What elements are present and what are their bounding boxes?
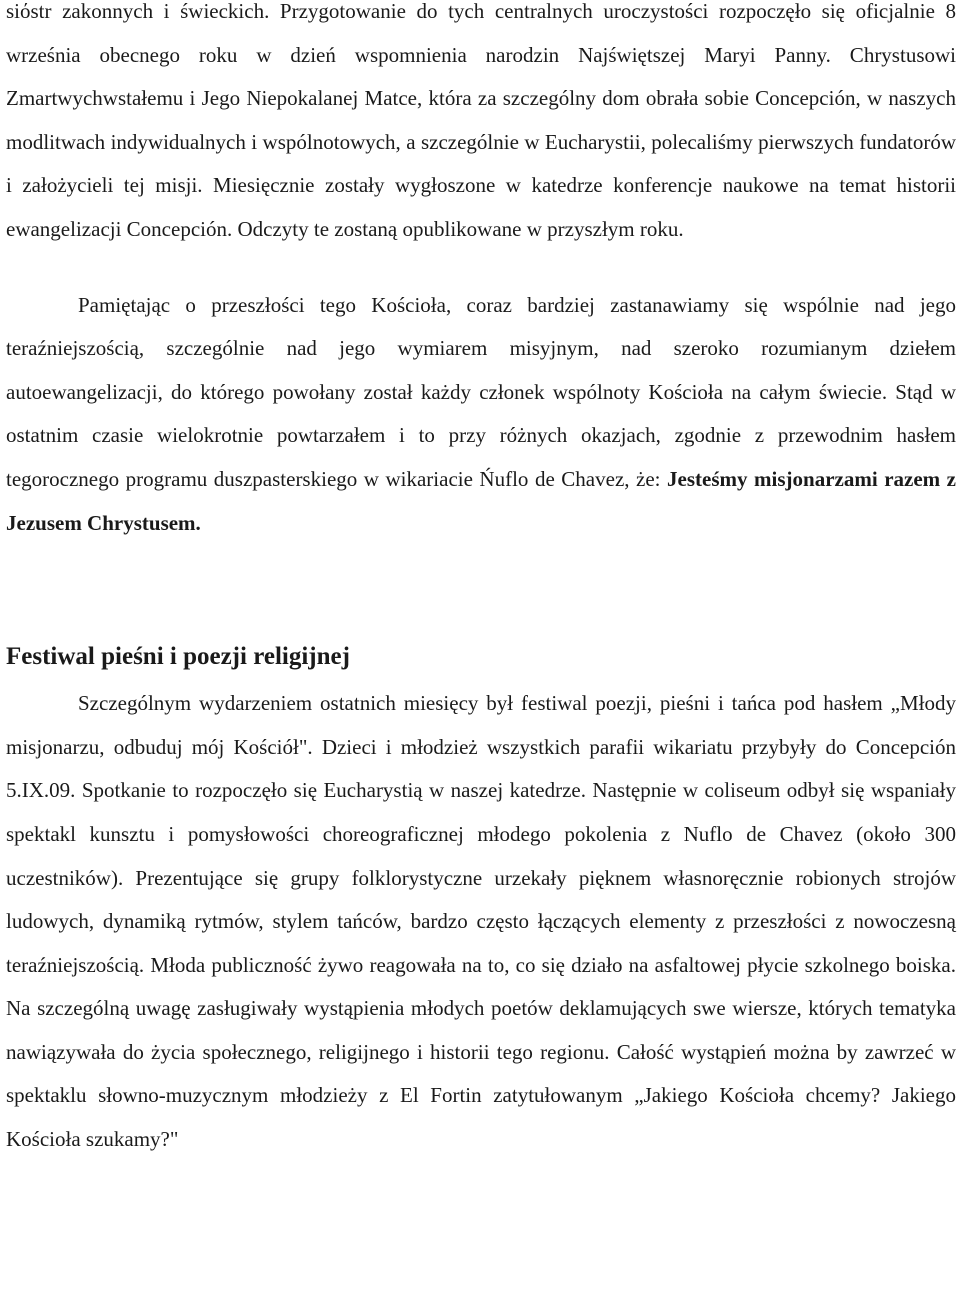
section-heading: Festiwal pieśni i poezji religijnej [6,643,350,671]
body-paragraph: Szczególnym wydarzeniem ostatnich miesięcy był festiwal poezji, pieśni i tańca pod hasłem „Młody misjonarzu, odbuduj mój Kościół". Dzieci i młodzież wszystkich parafii wikariatu przybyły do Concepción 5.IX.09. Spotkanie to rozpoczęło się Eucharystią w naszej katedrze. Następnie w coliseum odbył się wspaniały spektakl kunsztu i pomysłowości choreograficznej młodego pokolenia z Nuflo de Chavez (około 300 uczestników). Prezentujące się grupy folklorystyczne urzekały pięknem własnoręcznie robionych strojów ludowych, dynamiką rytmów, stylem tańców, bardzo często łączących elementy z przeszłości z nowoczesną teraźniejszością. Młoda publiczność żywo reagowała na to, co się działo na asfaltowej płycie szkolnego boiska. Na szczególną uwagę zasługiwały wystąpienia młodych poetów deklamujących swe wiersze, których tematyka nawiązywała do życia społecznego, religijnego i historii tego regionu. Całość wystąpień można by zawrzeć w spektaklu słowno-muzycznym młodzieży z El Fortin zatytułowanym „Jakiego Kościoła chcemy? Jakiego Kościoła szukamy?" [6,691,956,1152]
paragraph-text: Pamiętając o przeszłości tego Kościoła, coraz bardziej zastanawiamy się wspólnie nad jego teraźniejszością, szczególnie nad jego wymiarem misyjnym, nad szeroko rozumianym dziełem autoewangelizacji, do którego powołany został każdy członek wspólnoty Kościoła na całym świecie. Stąd w ostatnim czasie wielokrotnie powtarzałem i to przy różnych okazjach, zgodnie z przewodnim hasłem tegorocznego programu duszpasterskiego w wikariacie Ńuflo de Chavez, że: [6,292,956,491]
body-paragraph [6,284,956,546]
document-page [6,0,956,1162]
emphasized-motto: Jesteśmy misjonarzami razem z Jezusem Chrystusem. [6,466,957,535]
body-paragraph: siόstr zakonnych i świeckich. Przygotowanie do tych centralnych uroczystości rozpoczęło się oficjalnie 8 września obecnego roku w dzień wspomnienia narodzin Najświętszej Maryi Panny. Chrystusowi Zmartwychwstałemu i Jego Niepokalanej Matce, która za szczególny dom obrała sobie Concepción, w naszych modlitwach indywidualnych i wspólnotowych, a szczególnie w Eucharystii, polecaliśmy pierwszych fundatorów i założycieli tej misji. Miesięcznie zostały wygłoszone w katedrze konferencje naukowe na temat historii ewangelizacji Concepción. Odczyty te zostaną opublikowane w przyszłym roku. [6,0,956,241]
